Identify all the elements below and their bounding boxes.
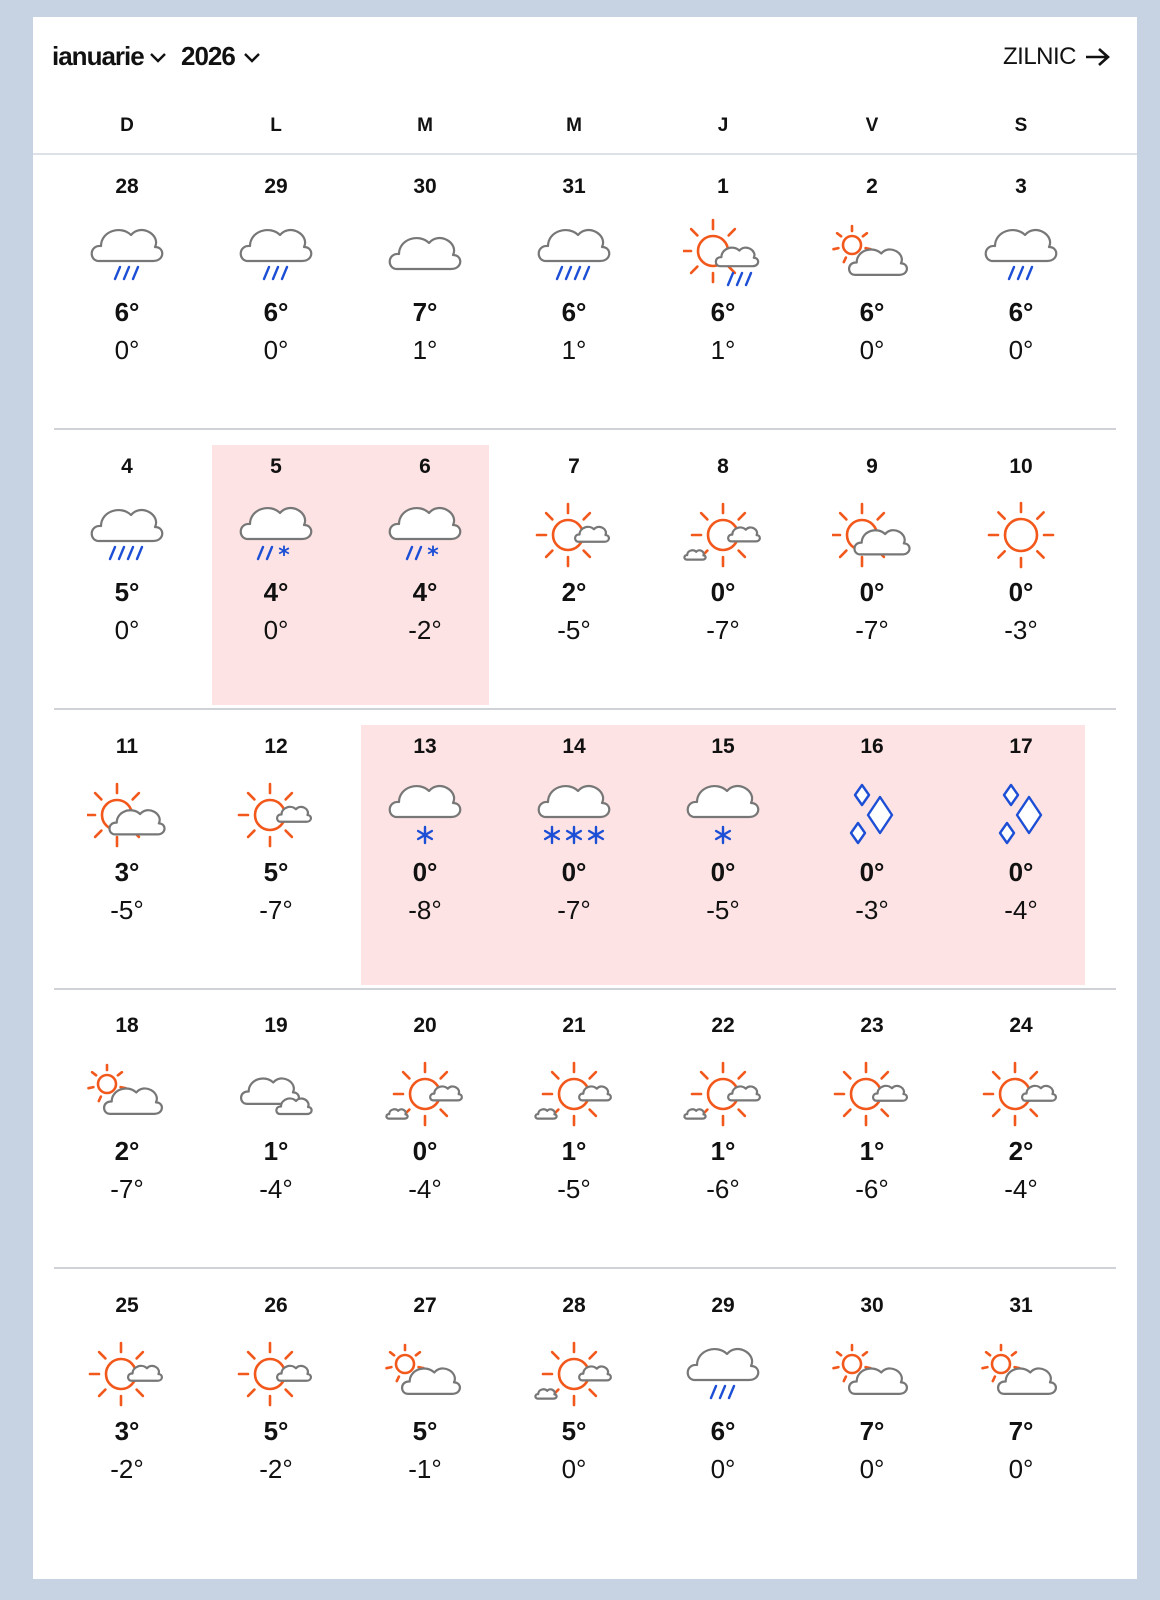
two-clouds-icon: [236, 1054, 316, 1134]
day-number: 31: [1009, 1294, 1033, 1317]
small-sun-cloud-icon: [832, 1334, 912, 1414]
day-cell[interactable]: [350, 1276, 500, 1536]
sun-icon: [981, 495, 1061, 575]
day-number: 16: [860, 735, 884, 758]
min-temperature: -8°: [408, 895, 442, 925]
day-cell[interactable]: [52, 1276, 202, 1536]
max-temperature: 7°: [1008, 1416, 1034, 1446]
cloud-sleet-icon: [385, 495, 465, 575]
min-temperature: 1°: [412, 335, 438, 365]
ice-icon: [981, 775, 1061, 855]
max-temperature: 5°: [561, 1416, 587, 1446]
min-temperature: 0°: [1008, 335, 1034, 365]
calendar-header: [33, 17, 1137, 92]
day-number: 10: [1009, 455, 1033, 478]
small-sun-cloud-icon: [385, 1334, 465, 1414]
cloud-sleet-icon: [236, 495, 316, 575]
sun-small-cloud-icon: [832, 1054, 912, 1134]
max-temperature: 7°: [412, 297, 438, 327]
year-label: 2026: [181, 41, 235, 71]
max-temperature: 1°: [561, 1136, 587, 1166]
cloud-rain-icon: [87, 215, 167, 295]
day-cell[interactable]: [499, 157, 649, 417]
day-cell[interactable]: [499, 1276, 649, 1536]
min-temperature: 1°: [710, 335, 736, 365]
weekday-label: M: [566, 115, 582, 136]
max-temperature: 7°: [859, 1416, 885, 1446]
week-divider: [54, 428, 1116, 430]
day-number: 25: [115, 1294, 139, 1317]
sun-small-cloud-icon: [534, 495, 614, 575]
day-number: 30: [413, 175, 437, 198]
min-temperature: -6°: [855, 1174, 889, 1204]
min-temperature: -7°: [110, 1174, 144, 1204]
day-number: 3: [1015, 175, 1027, 198]
min-temperature: -1°: [408, 1454, 442, 1484]
cloud-heavy-rain-icon: [534, 215, 614, 295]
sun-big-cloud-icon: [87, 775, 167, 855]
day-cell[interactable]: [648, 996, 798, 1256]
weekday-label: V: [865, 115, 879, 136]
max-temperature: 6°: [710, 297, 736, 327]
min-temperature: -3°: [1004, 615, 1038, 645]
min-temperature: -5°: [557, 615, 591, 645]
day-number: 11: [115, 735, 139, 758]
min-temperature: -7°: [855, 615, 889, 645]
day-cell[interactable]: [648, 717, 798, 977]
chevron-down-icon: [239, 50, 263, 64]
day-cell[interactable]: [350, 717, 500, 977]
max-temperature: 0°: [1008, 577, 1034, 607]
sun-two-clouds-icon: [534, 1054, 614, 1134]
cloud-rain-icon: [683, 1334, 763, 1414]
cloud-rain-icon: [236, 215, 316, 295]
day-cell[interactable]: [946, 717, 1096, 977]
min-temperature: -2°: [110, 1454, 144, 1484]
min-temperature: 0°: [114, 335, 140, 365]
day-cell[interactable]: [797, 717, 947, 977]
day-cell[interactable]: [946, 157, 1096, 417]
day-cell[interactable]: [797, 996, 947, 1256]
max-temperature: 0°: [561, 857, 587, 887]
max-temperature: 1°: [263, 1136, 289, 1166]
max-temperature: 3°: [114, 857, 140, 887]
sun-small-cloud-icon: [236, 775, 316, 855]
day-cell[interactable]: [797, 1276, 947, 1536]
day-number: 27: [413, 1294, 437, 1317]
day-number: 20: [413, 1014, 437, 1037]
day-number: 30: [860, 1294, 884, 1317]
max-temperature: 2°: [114, 1136, 140, 1166]
day-number: 28: [115, 175, 139, 198]
day-cell[interactable]: [201, 1276, 351, 1536]
week-divider: [54, 708, 1116, 710]
max-temperature: 0°: [1008, 857, 1034, 887]
day-cell[interactable]: [201, 437, 351, 697]
min-temperature: -7°: [557, 895, 591, 925]
max-temperature: 4°: [412, 577, 438, 607]
max-temperature: 0°: [710, 577, 736, 607]
day-cell[interactable]: [946, 437, 1096, 697]
max-temperature: 0°: [859, 577, 885, 607]
cloud-heavy-rain-icon: [87, 495, 167, 575]
max-temperature: 6°: [561, 297, 587, 327]
day-cell[interactable]: [201, 157, 351, 417]
max-temperature: 6°: [1008, 297, 1034, 327]
day-number: 9: [866, 455, 878, 478]
month-label: ianuarie: [52, 41, 144, 71]
min-temperature: 0°: [263, 335, 289, 365]
max-temperature: 5°: [263, 857, 289, 887]
day-cell[interactable]: [797, 157, 947, 417]
max-temperature: 0°: [412, 1136, 438, 1166]
max-temperature: 5°: [412, 1416, 438, 1446]
max-temperature: 6°: [263, 297, 289, 327]
sun-two-clouds-icon: [534, 1334, 614, 1414]
day-number: 1: [717, 175, 729, 198]
day-number: 6: [419, 455, 431, 478]
min-temperature: -6°: [706, 1174, 740, 1204]
day-cell[interactable]: [350, 996, 500, 1256]
max-temperature: 0°: [412, 857, 438, 887]
min-temperature: 0°: [1008, 1454, 1034, 1484]
day-cell[interactable]: [648, 1276, 798, 1536]
day-number: 19: [264, 1014, 288, 1037]
day-number: 26: [264, 1294, 288, 1317]
sun-two-clouds-icon: [385, 1054, 465, 1134]
calendar-card: [33, 17, 1137, 1579]
sun-small-cloud-icon: [87, 1334, 167, 1414]
day-cell[interactable]: [52, 157, 202, 417]
weekday-label: D: [120, 115, 134, 136]
day-cell[interactable]: [350, 157, 500, 417]
min-temperature: 0°: [710, 1454, 736, 1484]
day-number: 18: [115, 1014, 139, 1037]
small-sun-cloud-icon: [832, 215, 912, 295]
cloud-snow-icon: [385, 775, 465, 855]
max-temperature: 2°: [1008, 1136, 1034, 1166]
small-sun-cloud-icon: [981, 1334, 1061, 1414]
min-temperature: -4°: [259, 1174, 293, 1204]
day-number: 13: [413, 735, 437, 758]
day-cell[interactable]: [52, 437, 202, 697]
min-temperature: -5°: [110, 895, 144, 925]
ice-icon: [832, 775, 912, 855]
day-number: 7: [568, 455, 580, 478]
max-temperature: 6°: [114, 297, 140, 327]
day-cell[interactable]: [946, 996, 1096, 1256]
min-temperature: -3°: [855, 895, 889, 925]
daily-view-label: ZILNIC: [1002, 43, 1076, 70]
day-cell[interactable]: [648, 157, 798, 417]
day-cell[interactable]: [499, 717, 649, 977]
daily-view-link[interactable]: [1003, 43, 1112, 71]
sun-small-cloud-icon: [981, 1054, 1061, 1134]
day-number: 17: [1009, 735, 1033, 758]
day-number: 31: [562, 175, 586, 198]
min-temperature: 0°: [263, 615, 289, 645]
chevron-down-icon: [148, 50, 168, 64]
min-temperature: 0°: [114, 615, 140, 645]
cloud-icon: [385, 215, 465, 295]
max-temperature: 6°: [859, 297, 885, 327]
day-number: 22: [711, 1014, 735, 1037]
weekday-label: M: [417, 115, 433, 136]
month-select[interactable]: [52, 41, 168, 72]
day-number: 21: [562, 1014, 586, 1037]
weekday-label: J: [717, 115, 729, 136]
week-divider: [54, 988, 1116, 990]
max-temperature: 5°: [114, 577, 140, 607]
day-number: 29: [264, 175, 288, 198]
day-cell[interactable]: [52, 996, 202, 1256]
sun-big-cloud-icon: [832, 495, 912, 575]
day-cell[interactable]: [499, 996, 649, 1256]
day-cell[interactable]: [201, 717, 351, 977]
max-temperature: 3°: [114, 1416, 140, 1446]
sun-two-clouds-icon: [683, 1054, 763, 1134]
max-temperature: 1°: [859, 1136, 885, 1166]
day-number: 29: [711, 1294, 735, 1317]
day-cell[interactable]: [648, 437, 798, 697]
week-divider: [54, 1267, 1116, 1269]
max-temperature: 5°: [263, 1416, 289, 1446]
min-temperature: 1°: [561, 335, 587, 365]
day-number: 5: [270, 455, 282, 478]
weekday-label: S: [1014, 115, 1028, 136]
day-number: 23: [860, 1014, 884, 1037]
max-temperature: 0°: [859, 857, 885, 887]
cloud-snow-icon: [683, 775, 763, 855]
min-temperature: 0°: [859, 1454, 885, 1484]
day-cell[interactable]: [499, 437, 649, 697]
min-temperature: -2°: [259, 1454, 293, 1484]
day-number: 15: [711, 735, 735, 758]
svg-text:*: *: [427, 543, 439, 568]
weekday-label: L: [270, 115, 282, 136]
day-cell[interactable]: [201, 996, 351, 1256]
cloud-rain-icon: [981, 215, 1061, 295]
day-cell[interactable]: [350, 437, 500, 697]
max-temperature: 0°: [710, 857, 736, 887]
max-temperature: 2°: [561, 577, 587, 607]
max-temperature: 4°: [263, 577, 289, 607]
min-temperature: -7°: [706, 615, 740, 645]
header-divider: [33, 153, 1137, 155]
year-select[interactable]: [181, 41, 263, 72]
day-number: 8: [717, 455, 729, 478]
min-temperature: -2°: [408, 615, 442, 645]
sun-small-cloud-icon: [236, 1334, 316, 1414]
max-temperature: 6°: [710, 1416, 736, 1446]
arrow-right-icon: [1084, 46, 1112, 68]
min-temperature: -5°: [557, 1174, 591, 1204]
min-temperature: 0°: [859, 335, 885, 365]
min-temperature: 0°: [561, 1454, 587, 1484]
small-sun-cloud-icon: [87, 1054, 167, 1134]
sun-two-clouds-icon: [683, 495, 763, 575]
cloud-heavy-snow-icon: [534, 775, 614, 855]
min-temperature: -4°: [1004, 1174, 1038, 1204]
weekday-header: [33, 115, 1137, 157]
day-number: 24: [1009, 1014, 1033, 1037]
min-temperature: -5°: [706, 895, 740, 925]
day-number: 4: [121, 455, 133, 478]
day-number: 2: [866, 175, 878, 198]
day-cell[interactable]: [946, 1276, 1096, 1536]
min-temperature: -4°: [1004, 895, 1038, 925]
day-number: 12: [264, 735, 288, 758]
min-temperature: -4°: [408, 1174, 442, 1204]
sun-cloud-rain-icon: [683, 215, 763, 295]
min-temperature: -7°: [259, 895, 293, 925]
svg-text:*: *: [278, 543, 290, 568]
day-cell[interactable]: [797, 437, 947, 697]
max-temperature: 1°: [710, 1136, 736, 1166]
day-number: 28: [562, 1294, 586, 1317]
day-cell[interactable]: [52, 717, 202, 977]
day-number: 14: [562, 735, 586, 758]
